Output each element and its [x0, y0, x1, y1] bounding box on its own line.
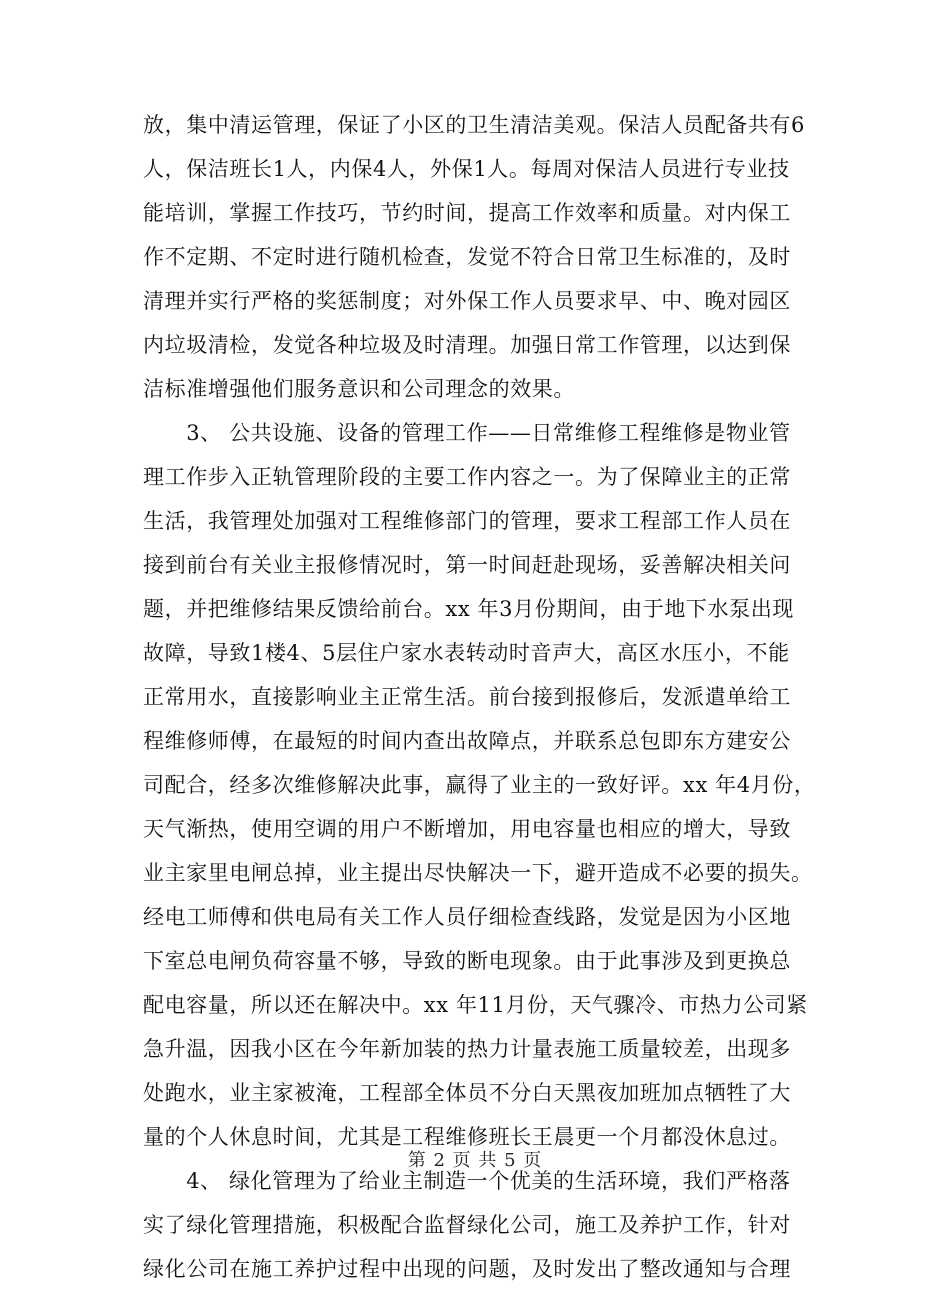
text-line: 理工作步入正轨管理阶段的主要工作内容之一。为了保障业主的正常: [143, 465, 791, 489]
text-line: 生活，我管理处加强对工程维修部门的管理，要求工程部工作人员在: [143, 509, 791, 533]
text-line: 下室总电闸负荷容量不够，导致的断电现象。由于此事涉及到更换总: [143, 949, 791, 973]
text-line: 3、 公共设施、设备的管理工作——日常维修工程维修是物业管: [143, 421, 791, 445]
text-line: 处跑水，业主家被淹，工程部全体员不分白天黑夜加班加点牺牲了大: [143, 1081, 791, 1105]
text-line: 司配合，经多次维修解决此事，赢得了业主的一致好评。xx 年4月份，: [143, 773, 816, 797]
text-line: 能培训，掌握工作技巧，节约时间，提高工作效率和质量。对内保工: [143, 201, 791, 225]
page-footer: 第 2 页 共 5 页: [407, 1150, 543, 1171]
text-line: 内垃圾清检，发觉各种垃圾及时清理。加强日常工作管理，以达到保: [143, 333, 791, 357]
text-line: 4、 绿化管理为了给业主制造一个优美的生活环境，我们严格落: [143, 1169, 791, 1193]
text-line: 经电工师傅和供电局有关工作人员仔细检查线路，发觉是因为小区地: [143, 905, 791, 929]
text-line: 接到前台有关业主报修情况时，第一时间赶赴现场，妥善解决相关问: [143, 553, 791, 577]
text-line: 放，集中清运管理，保证了小区的卫生清洁美观。保洁人员配备共有6: [143, 113, 805, 137]
text-line: 正常用水，直接影响业主正常生活。前台接到报修后，发派遣单给工: [143, 685, 791, 709]
text-line: 程维修师傅，在最短的时间内查出故障点，并联系总包即东方建安公: [143, 729, 791, 753]
text-line: 清理并实行严格的奖惩制度；对外保工作人员要求早、中、晚对园区: [143, 289, 791, 313]
body-text: [143, 103, 823, 1291]
text-line: 故障，导致1楼4、5层住户家水表转动时音声大，高区水压小，不能: [143, 641, 790, 665]
text-line: 天气渐热，使用空调的用户不断增加，用电容量也相应的增大，导致: [143, 817, 791, 841]
text-line: 题，并把维修结果反馈给前台。xx 年3月份期间，由于地下水泵出现: [143, 597, 794, 621]
text-line: 人，保洁班长1人，内保4人，外保1人。每周对保洁人员进行专业技: [143, 157, 790, 181]
text-line: 实了绿化管理措施，积极配合监督绿化公司，施工及养护工作，针对: [143, 1213, 791, 1237]
text-line: 绿化公司在施工养护过程中出现的问题，及时发出了整改通知与合理: [143, 1257, 791, 1281]
text-line: 洁标准增强他们服务意识和公司理念的效果。: [143, 377, 575, 401]
text-line: 配电容量，所以还在解决中。xx 年11月份，天气骤冷、市热力公司紧: [143, 993, 808, 1017]
text-line: 量的个人休息时间，尤其是工程维修班长王晨更一个月都没休息过。: [143, 1125, 791, 1149]
text-line: 急升温，因我小区在今年新加装的热力计量表施工质量较差，出现多: [143, 1037, 791, 1061]
text-line: 作不定期、不定时进行随机检查，发觉不符合日常卫生标准的，及时: [143, 245, 791, 269]
text-line: 业主家里电闸总掉，业主提出尽快解决一下，避开造成不必要的损失。: [143, 861, 813, 885]
